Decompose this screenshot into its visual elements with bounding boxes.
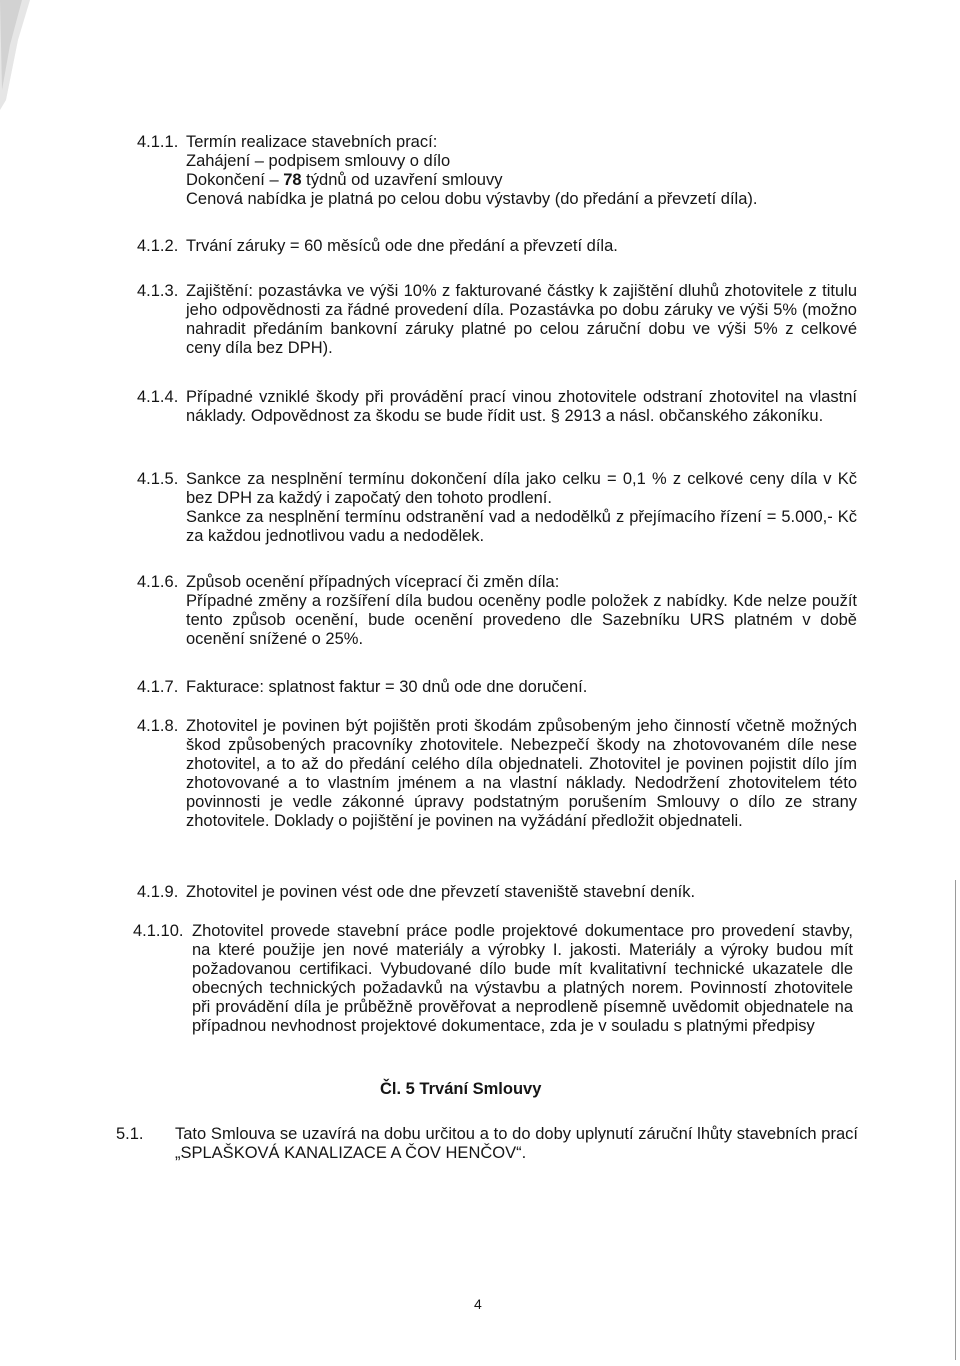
clause-4-1-4 [137, 388, 857, 426]
text-segment: týdnů od uzavření smlouvy [301, 171, 503, 189]
weeks-count: 78 [283, 171, 302, 189]
text-segment: Dokončení – [186, 171, 284, 189]
clause-number: 4.1.8. [137, 717, 179, 735]
clause-body [186, 133, 857, 209]
clause-number: 4.1.5. [137, 470, 179, 488]
clause-body: Tato Smlouva se uzavírá na dobu určitou a to do doby uplynutí záruční lhůty stavebních prací „SPLAŠKOVÁ KANALIZACE A ČOV HENČOV“. [175, 1125, 858, 1162]
clause-line [186, 171, 857, 190]
clause-number: 4.1.1. [137, 133, 179, 151]
clause-number: 5.1. [116, 1125, 144, 1143]
clause-number: 4.1.4. [137, 388, 179, 406]
scan-artifact [0, 0, 40, 110]
clause-4-1-9 [137, 883, 857, 902]
article-heading: Čl. 5 Trvání Smlouvy [380, 1080, 542, 1098]
clause-4-1-5 [137, 470, 857, 546]
scan-edge [955, 880, 956, 1360]
clause-body: Zhotovitel je povinen vést ode dne převzetí staveniště stavební deník. [186, 883, 696, 901]
clause-body: Zajištění: pozastávka ve výši 10% z fakturované částky k zajištění dluhů zhotovitele z titulu jeho odpovědnosti za řádné provedení díla. Pozastávka po dobu záruky ve výši 5% (možno nahradit předáním bankovní záruky platné po celou záruční dobu ve výši 5% z celkové ceny díla bez DPH). [186, 282, 857, 357]
clause-number: 4.1.9. [137, 883, 179, 901]
clause-line: Zahájení – podpisem smlouvy o dílo [186, 152, 451, 170]
page-number: 4 [474, 1296, 482, 1312]
clause-body: Zhotovitel je povinen být pojištěn proti škodám způsobeným jeho činností včetně možných škod způsobených pracovníky zhotovitele. Nebezpečí škody na zhotovovaném díle nese zhotovitel, a to až do předání celého díla objednateli. Zhotovitel je povinen pojistit dílo jím zhotovované a to vlastním jménem a na vlastní náklady. Nedodržení zhotovitelem této povinnosti je vedle zákonné úpravy podstatným porušením Smlouvy o dílo ze strany zhotovitele. Doklady o pojištění je povinen na vyžádání předložit objednateli. [186, 717, 857, 830]
clause-body: Fakturace: splatnost faktur = 30 dnů ode dne doručení. [186, 678, 588, 696]
clause-body: Sankce za nesplnění termínu odstranění vad a nedodělků z přejímacího řízení = 5.000,- Kč za každou jednotlivou vadu a nedodělek. [186, 508, 857, 545]
clause-4-1-7 [137, 678, 857, 697]
clause-4-1-6 [137, 573, 857, 649]
clause-line: Trvání záruky = 60 měsíců ode dne předání a převzetí díla. [186, 237, 618, 255]
clause-line: Termín realizace stavebních prací: [186, 133, 438, 151]
clause-4-1-10 [133, 922, 853, 1036]
clause-4-1-1 [137, 133, 857, 209]
clause-body [186, 237, 857, 256]
clause-5-1 [116, 1125, 858, 1163]
clause-number: 4.1.10. [133, 922, 184, 940]
clause-body: Případné změny a rozšíření díla budou oceněny podle položek z nabídky. Kde nelze použít tento způsob ocenění, bude ocenění provedeno dle Sazebníku URS platném v době ocenění snížené o 25%. [186, 592, 857, 648]
clause-4-1-3 [137, 282, 857, 358]
clause-body: Způsob ocenění případných víceprací či změn díla: [186, 573, 560, 591]
clause-number: 4.1.7. [137, 678, 179, 696]
clause-number: 4.1.3. [137, 282, 179, 300]
clause-body: Sankce za nesplnění termínu dokončení díla jako celku = 0,1 % z celkové ceny díla v Kč bez DPH za každý i započatý den tohoto prodlení. [186, 470, 857, 507]
clause-line: Cenová nabídka je platná po celou dobu výstavby (do předání a převzetí díla). [186, 190, 758, 208]
clause-4-1-2 [137, 237, 857, 256]
clause-body: Případné vzniklé škody při provádění prací vinou zhotovitele odstraní zhotovitel na vlastní náklady. Odpovědnost za škodu se bude řídit ust. § 2913 a násl. občanského zákoníku. [186, 388, 857, 425]
clause-body: Zhotovitel provede stavební práce podle projektové dokumentace pro provedení stavby, na které použije jen nové materiály a výrobky I. jakosti. Materiály a výroky budou mít požadovanou certifikaci. Vybudované dílo bude mít kvalitativní technické ukazatele dle obecných technických požadavků na výstavbu a platných norem. Povinností zhotovitele při provádění díla je průběžně prověřovat a neprodleně písemně uvědomit objednatele na případnou nevhodnost projektové dokumentace, zda je v souladu s platnými předpisy [192, 922, 853, 1035]
clause-4-1-8 [137, 717, 857, 831]
clause-number: 4.1.6. [137, 573, 179, 591]
clause-number: 4.1.2. [137, 237, 179, 255]
